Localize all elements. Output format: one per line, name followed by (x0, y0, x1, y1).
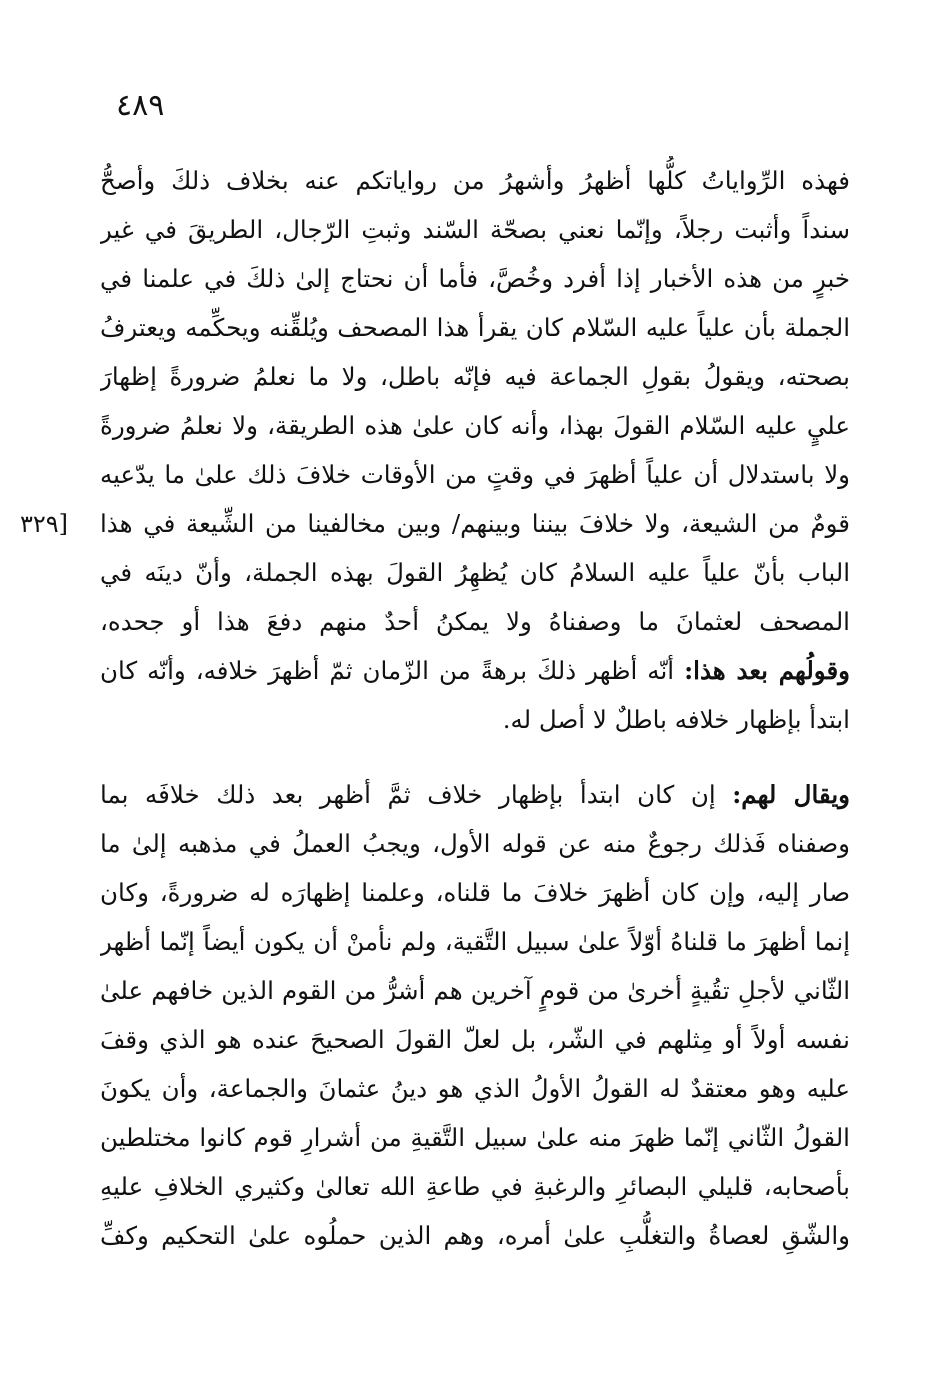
text-line: بصحته، ويقولُ بقولِ الجماعة فيه فإنّه باطل، ولا ما نعلمُ ضرورةً إظهارَ (100, 362, 850, 391)
text-line: قومٌ من الشيعة، ولا خلافَ بيننا وبينهم/ وبين مخالفينا من الشِّيعة في هذا (100, 509, 850, 538)
margin-reference: [٣٢٩ (20, 510, 69, 538)
text-line: وصفناه فَذلك رجوعٌ منه عن قوله الأول، ويجبُ العملُ في مذهبه إلىٰ ما (100, 829, 850, 858)
text-run: إن كان ابتدأ بإظهار خلاف ثمَّ أظهر بعد ذلك خلافَه بما (100, 780, 733, 809)
bold-phrase: ويقال لهم: (732, 780, 850, 809)
text-run: أنّه أظهر ذلكَ برهةً من الزّمان ثمّ أظهرَ خلافه، وأنّه كان (100, 656, 685, 685)
text-line: الباب بأنّ علياً عليه السلامُ كان يُظهِرُ القولَ بهذه الجملة، وأنّ دينَه في (100, 558, 850, 587)
page-number: ٤٨٩ (116, 88, 165, 123)
text-line: صار إليه، وإن كان أظهرَ خلافَ ما قلناه، وعلمنا إظهارَه له ضرورةً، وكان (100, 878, 850, 907)
text-line: عليه وهو معتقدٌ له القولُ الأولُ الذي هو دينُ عثمانَ والجماعة، وأن يكونَ (100, 1074, 850, 1103)
text-line (100, 770, 850, 819)
text-line: إنما أظهرَ ما قلناهُ أوّلاً علىٰ سبيل التَّقية، ولم نأمنْ أن يكون أيضاً إنّما أظهر (100, 927, 850, 956)
bold-phrase: وقولُهم بعد هذا: (684, 656, 850, 685)
text-line: بأصحابه، قليلي البصائرِ والرغبةِ في طاعةِ الله تعالىٰ وكثيري الخلافِ عليهِ (100, 1172, 850, 1201)
text-line: الثّاني لأجلِ تقُيةٍ أخرىٰ من قومٍ آخرين هم أشرُّ من القوم الذين خافهم علىٰ (100, 976, 850, 1005)
text-line: القولُ الثّاني إنّما ظهرَ منه علىٰ سبيل التَّقيةِ من أشرارِ قوم كانوا مختلطين (100, 1123, 850, 1152)
text-line: المصحف لعثمانَ ما وصفناهُ ولا يمكنُ أحدٌ منهم دفعَ هذا أو جحده، (100, 607, 850, 636)
paragraph-1 (100, 156, 850, 744)
text-line (100, 646, 850, 695)
text-line: خبرٍ من هذه الأخبار إذا أفرد وخُصَّ، فأما أن نحتاج إلىٰ ذلكَ في علمنا في (100, 264, 850, 293)
text-line: ولا باستدلال أن علياً أظهرَ في وقتٍ من الأوقات خلافَ ذلك علىٰ ما يدّعيه (100, 460, 850, 489)
text-line: عليٍ عليه السّلام القولَ بهذا، وأنه كان علىٰ هذه الطريقة، ولا نعلمُ ضرورةً (100, 411, 850, 440)
text-line: فهذه الرِّواياتُ كلُّها أظهرُ وأشهرُ من رواياتكم عنه بخلاف ذلكَ وأصحُّ (100, 166, 850, 195)
text-line: ابتدأ بإظهار خلافه باطلٌ لا أصل له. (502, 705, 850, 734)
text-line: الجملة بأن علياً عليه السّلام كان يقرأ هذا المصحف ويُلقِّنه ويحكِّمه ويعترفُ (100, 313, 850, 342)
paragraph-2 (100, 770, 850, 1260)
text-line: والشّقِ لعصاةُ والتغلُّبِ علىٰ أمره، وهم الذين حملُوه علىٰ التحكيم وكفِّ (100, 1221, 850, 1250)
text-line: سنداً وأثبت رجلاً، وإنّما نعني بصحّة السّند وثبتِ الرّجال، الطريقَ في غير (100, 215, 850, 244)
text-line: نفسه أولاً أو مِثلهم في الشّر، بل لعلّ القولَ الصحيحَ عنده هو الذي وقفَ (100, 1025, 850, 1054)
